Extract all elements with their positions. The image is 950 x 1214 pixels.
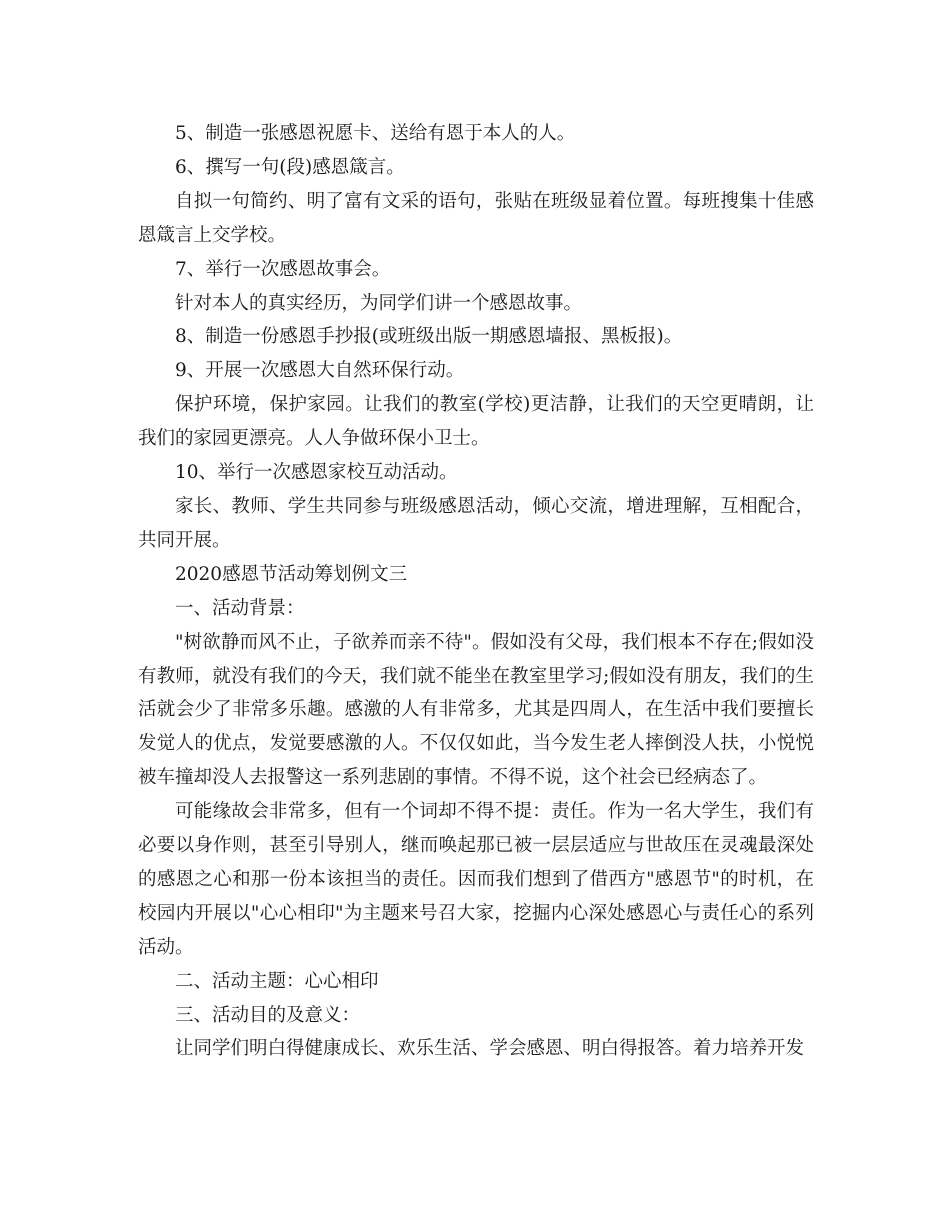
paragraph: 自拟一句简约、明了富有文采的语句，张贴在班级显着位置。每班搜集十佳感恩箴言上交学校。 <box>138 190 814 246</box>
section-heading: 一、活动背景： <box>175 597 305 619</box>
paragraph: 让同学们明白得健康成长、欢乐生活、学会感恩、明白得报答。着力培养开发 <box>175 1038 805 1060</box>
section-heading: 二、活动主题：心心相印 <box>175 970 379 992</box>
section-heading: 三、活动目的及意义： <box>175 1004 361 1026</box>
paragraph: 10、举行一次感恩家校互动活动。 <box>175 462 458 484</box>
document-body <box>138 117 814 1066</box>
paragraph: 5、制造一张感恩祝愿卡、送给有恩于本人的人。 <box>175 123 576 144</box>
paragraph: 9、开展一次感恩大自然环保行动。 <box>175 360 465 382</box>
section-heading: 2020感恩节活动筹划例文三 <box>175 563 408 585</box>
paragraph: 家长、教师、学生共同参与班级感恩活动，倾心交流，增进理解，互相配合，共同开展。 <box>138 495 814 551</box>
paragraph: 8、制造一份感恩手抄报(或班级出版一期感恩墙报、黑板报)。 <box>175 326 683 348</box>
paragraph: 保护环境，保护家园。让我们的教室(学校)更洁静，让我们的天空更晴朗，让我们的家园更漂亮。人人争做环保小卫士。 <box>138 394 814 450</box>
paragraph: 针对本人的真实经历，为同学们讲一个感恩故事。 <box>175 292 583 314</box>
paragraph: 可能缘故会非常多，但有一个词却不得不提：责任。作为一名大学生，我们有必要以身作则，甚至引导别人，继而唤起那已被一层层适应与世故压在灵魂最深处的感恩之心和那一份本该担当的责任。因而我们想到了借西方"感恩节"的时机，在校园内开展以"心心相印"为主题来号召大家，挖掘内心深处感恩心与责任心的系列活动。 <box>138 801 814 958</box>
paragraph: "树欲静而风不止，子欲养而亲不待"。假如没有父母，我们根本不存在;假如没有教师，就没有我们的今天，我们就不能坐在教室里学习;假如没有朋友，我们的生活就会少了非常多乐趣。感激的人有非常多，尤其是四周人，在生活中我们要擅长发觉人的优点，发觉要感激的人。不仅仅如此，当今发生老人摔倒没人扶，小悦悦被车撞却没人去报警这一系列悲剧的事情。不得不说，这个社会已经病态了。 <box>138 631 814 789</box>
paragraph: 6、撰写一句(段)感恩箴言。 <box>175 156 405 178</box>
paragraph: 7、举行一次感恩故事会。 <box>175 258 391 280</box>
